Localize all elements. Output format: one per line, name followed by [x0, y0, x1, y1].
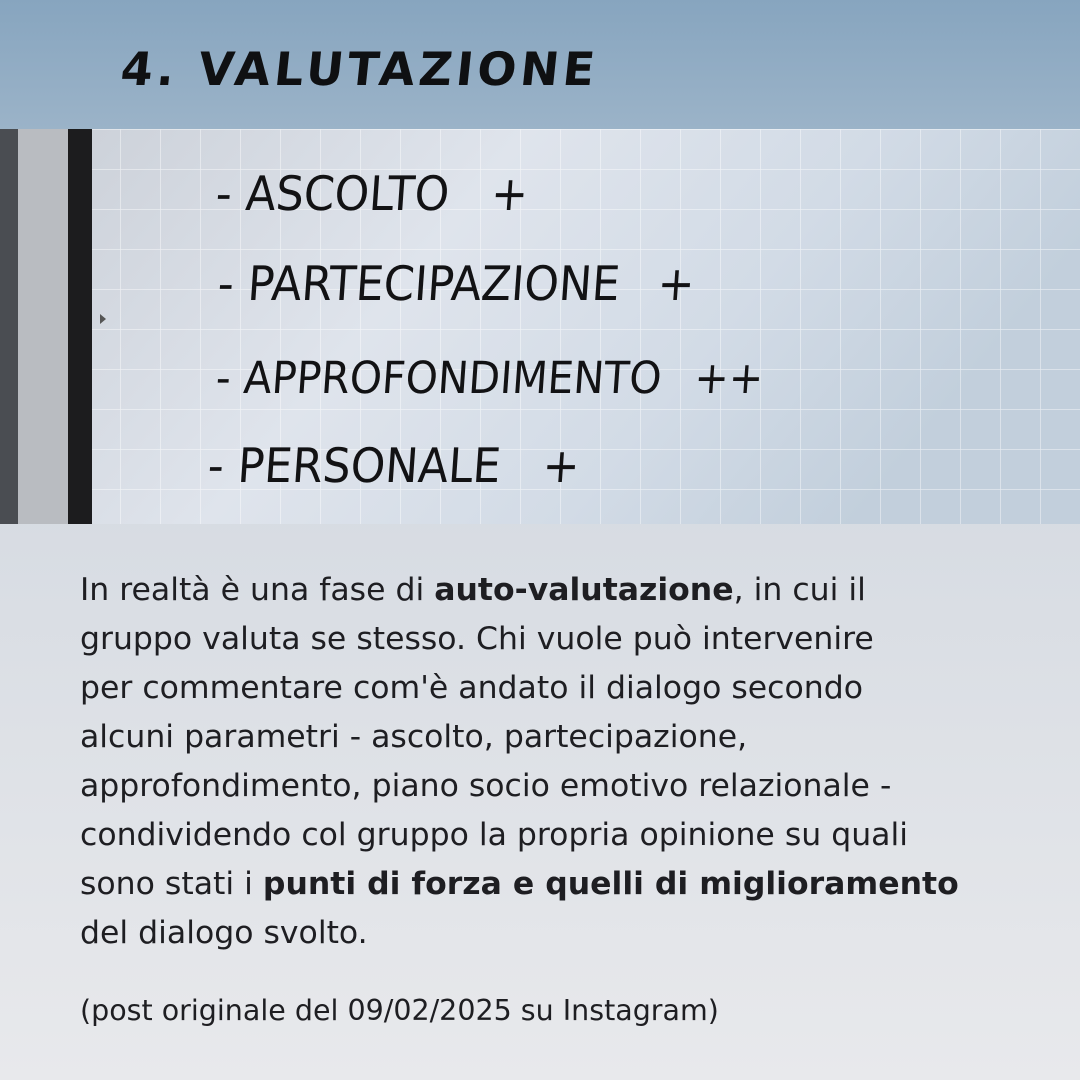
text-line-4: alcuni parametri - ascolto, partecipazione,: [80, 719, 748, 755]
text-line-6: condividendo col gruppo la propria opinione su quali: [80, 817, 908, 853]
text-line-3: per commentare com'è andato il dialogo secondo: [80, 670, 863, 706]
description-paragraph: [80, 566, 1020, 958]
footer-note: (post originale del 09/02/2025 su Instagram): [80, 994, 719, 1027]
text-line-2: gruppo valuta se stesso. Chi vuole può intervenire: [80, 621, 874, 657]
text-line-1: In realtà è una fase di auto-valutazione, in cui il: [80, 572, 866, 608]
text-line-5: approfondimento, piano socio emotivo relazionale -: [80, 768, 892, 804]
board-line-4: - PERSONALE +: [206, 438, 582, 495]
board-line-2: - PARTECIPAZIONE +: [216, 256, 697, 313]
text-line-8: del dialogo svolto.: [80, 915, 368, 951]
whiteboard-lines: [0, 129, 1080, 524]
page-title: 4. VALUTAZIONE: [118, 42, 602, 96]
highlight-auto-valutazione: auto-valutazione: [434, 572, 734, 608]
board-line-1: - ASCOLTO +: [214, 166, 531, 223]
text-line-7: sono stati i punti di forza e quelli di miglioramento: [80, 866, 959, 902]
highlight-punti-di-forza: punti di forza e quelli di miglioramento: [262, 866, 959, 902]
board-line-3: - APPROFONDIMENTO ++: [214, 352, 766, 404]
